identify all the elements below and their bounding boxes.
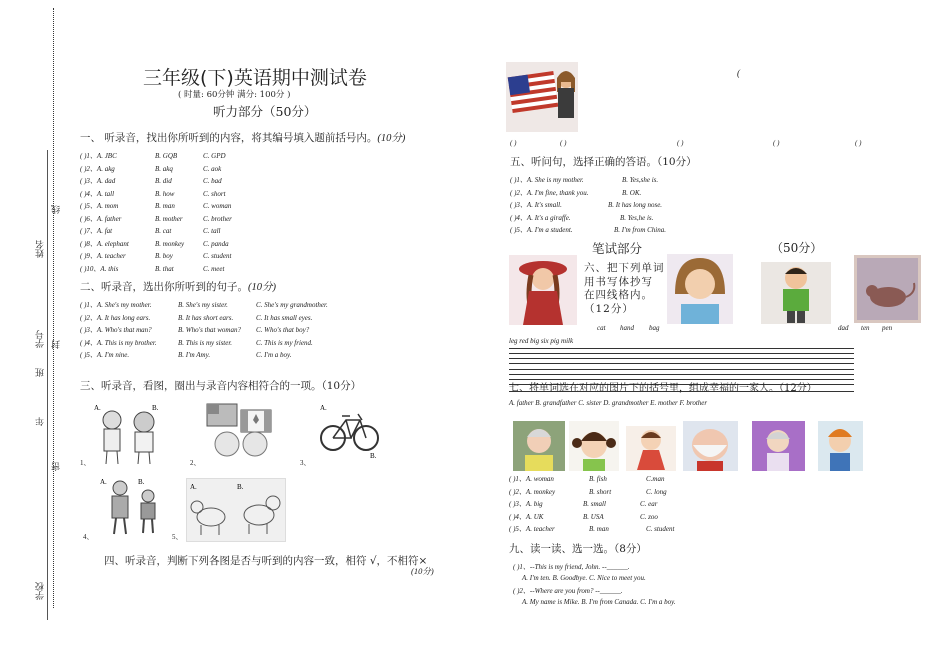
list-item: ( )1、A. JBC B. GQB C. GPD <box>80 152 226 160</box>
list-item: ( )5、A. mom B. man C. woman <box>80 202 232 210</box>
list-item: ( )3、A. dad B. did C. bad <box>80 177 222 185</box>
name-label: 姓名 <box>36 240 46 258</box>
written-part-heading: 笔试部分 <box>592 241 643 256</box>
section2-title <box>80 279 276 294</box>
section3-label-1: 1、 <box>80 459 91 467</box>
section7-title: 七、将单词选在对应的图片下的括号里，组成幸福的一家人。（12分） <box>509 383 817 394</box>
family-photo-2 <box>569 421 619 471</box>
section1-title <box>80 130 405 145</box>
class-label: 班 <box>36 368 46 377</box>
right-stray-paren: ( <box>737 68 740 78</box>
section5-title: 五、听问句，选择正确的答语。（10分） <box>510 156 697 168</box>
svg-text:B.: B. <box>370 452 377 460</box>
section3-picture-3 <box>318 400 383 462</box>
grade-label: 年 <box>36 417 46 426</box>
grid-line <box>509 374 854 375</box>
answer-blank[interactable]: ( ) <box>560 139 567 147</box>
section6-instructions <box>584 262 665 316</box>
section2-title-text: 二、听录音，选出你所听到的句子。 <box>80 281 248 293</box>
mouse-icon <box>854 255 921 323</box>
list-item: ( )4、A. It's a giraffe. B. Yes,he is. <box>510 213 654 222</box>
girl-pigtails-icon <box>569 421 619 471</box>
school-label: 学校 <box>36 582 46 600</box>
section6-mouse-photo <box>854 255 921 323</box>
section3-label-4: 4、 <box>83 533 94 541</box>
section3-picture-2 <box>205 400 275 458</box>
grandfather-icon <box>683 421 738 471</box>
child-face-icon <box>667 254 733 324</box>
girl-red-dress-icon <box>626 426 676 471</box>
list-item: ( )3、A. It's small. B. It has long nose. <box>510 201 663 209</box>
family-photo-3 <box>626 426 676 471</box>
boy-green-shirt-icon <box>761 262 831 324</box>
page-title: 三年级(下)英语期中测试卷 <box>143 67 367 89</box>
list-item: ( )4、A. UK B. USA C. zoo <box>509 512 658 521</box>
section9-title: 九、读一读、选一选。（8分） <box>509 543 647 555</box>
list-item: ( )6、A. father B. mother C. brother <box>80 214 232 223</box>
section6-line-4: （12分） <box>584 302 634 315</box>
section9-options-2: A. My name is Mike. B. I'm from Canada. C. I'm a boy. <box>522 598 676 606</box>
dogs-icon <box>187 479 285 541</box>
section1-score: (10分) <box>377 133 406 144</box>
svg-text:A.: A. <box>100 478 107 486</box>
grid-line <box>509 369 854 370</box>
family-photo-6 <box>818 421 863 471</box>
list-item: ( )5、A. I'm nine. B. I'm Amy. C. I'm a boy. <box>80 351 292 359</box>
section6-boy-photo <box>761 262 831 324</box>
grid-line <box>509 348 854 349</box>
list-item: ( )2、A. monkey B. short C. long <box>509 487 667 496</box>
section9-question-1: ( )1、--This is my friend, John. --______. <box>513 563 630 571</box>
seal-label-mi: 密 <box>52 462 62 471</box>
listening-part-heading: 听力部分（50分） <box>213 104 317 119</box>
family-photo-5 <box>752 421 805 471</box>
list-item: ( )7、A. fat B. cat C. tall <box>80 227 221 235</box>
list-item: ( )10、A. this B. that C. meet <box>80 264 225 273</box>
section4-title: 四、听录音，判断下列各图是否与听到的内容一致，相符 √，不相符× <box>104 555 428 567</box>
word-hand: hand <box>620 324 634 332</box>
list-item: ( )1、A. She's my mother. B. She's my sister. C. She's my grandmother. <box>80 301 328 309</box>
time-info: ( 时量: 60分钟 满分: 100分 ) <box>178 90 291 100</box>
svg-text:A.: A. <box>94 404 101 412</box>
student-number-label: 学号 <box>36 330 46 348</box>
flag-girl-photo <box>506 62 578 132</box>
list-item: ( )4、A. This is my brother. B. This is my sister. C. This is my friend. <box>80 338 313 347</box>
svg-text:A.: A. <box>190 483 197 491</box>
list-item: ( )1、A. She is my mother. B. Yes,she is. <box>510 176 659 184</box>
section6-line-3: 在四线格内。 <box>584 289 653 301</box>
written-part-score: （50分） <box>771 241 823 255</box>
binding-solid-line <box>47 150 48 620</box>
answer-blank[interactable]: ( ) <box>855 139 862 147</box>
section2-score: (10分) <box>248 282 276 293</box>
word-ten: ten <box>861 324 870 332</box>
svg-text:A.: A. <box>320 404 327 412</box>
section7-options: A. father B. grandfather C. sister D. grandmother E. mother F. brother <box>509 399 708 407</box>
family-photo-1 <box>513 421 565 471</box>
word-pen: pen <box>882 324 893 332</box>
section3-label-5: 5、 <box>172 533 183 541</box>
grandmother-icon <box>513 421 565 471</box>
people-sketch-icon <box>98 474 168 536</box>
answer-blank[interactable]: ( ) <box>773 139 780 147</box>
section6-girl-photo <box>509 255 577 325</box>
list-item: ( )2、A. It has long ears. B. It has short ears. C. It has small eyes. <box>80 313 313 322</box>
section1-title-text: 一、 听录音，找出你所听到的内容，将其编号填入题前括号内。 <box>80 132 378 144</box>
seal-label-xian: 线 <box>52 205 62 214</box>
list-item: ( )2、A. I'm fine, thank you. B. OK. <box>510 188 642 197</box>
answer-blank[interactable]: ( ) <box>677 139 684 147</box>
seal-label-feng: 封 <box>52 340 62 349</box>
section9-question-2: ( )2、--Where are you from? --______. <box>513 587 623 595</box>
binding-dotted-line <box>53 8 54 608</box>
grid-line <box>509 358 854 359</box>
list-item: ( )2、A. akg B. akq C. aok <box>80 164 222 173</box>
list-item: ( )5、A. I'm a student. B. I'm from China. <box>510 226 666 234</box>
section3-label-3: 3、 <box>300 459 311 467</box>
word-bag: bag <box>649 324 660 332</box>
section9-options-1: A. I'm ten. B. Goodbye. C. Nice to meet you. <box>522 574 646 582</box>
list-item: ( )9、A. teacher B. boy C. student <box>80 252 232 260</box>
section3-picture-4 <box>98 474 168 536</box>
section6-words-row2: leg red big six pig milk <box>509 337 574 345</box>
section3-picture-1 <box>92 400 167 466</box>
list-item: ( )1、A. woman B. fish C.man <box>509 475 665 483</box>
girl-red-hat-icon <box>509 255 577 325</box>
section4-score: (10分) <box>411 566 434 576</box>
usa-flag-girl-icon <box>506 62 578 132</box>
bicycle-icon <box>318 400 383 462</box>
section3-picture-5 <box>186 478 286 542</box>
section3-title: 三、听录音，看图，圈出与录音内容相符合的一项。（10分） <box>80 380 362 392</box>
family-photo-4 <box>683 421 738 471</box>
answer-blank[interactable]: ( ) <box>510 139 517 147</box>
svg-text:B.: B. <box>138 478 145 486</box>
boy-orange-hair-icon <box>818 421 863 471</box>
section6-line-1: 六、把下列单词 <box>584 262 665 274</box>
section3-label-2: 2、 <box>190 459 201 467</box>
list-item: ( )5、A. teacher B. man C. student <box>509 525 675 533</box>
svg-text:B.: B. <box>152 404 159 412</box>
flags-icon <box>205 400 275 458</box>
word-dad: dad <box>838 324 849 332</box>
kids-sketch-icon <box>92 400 167 466</box>
section6-child-photo <box>667 254 733 324</box>
list-item: ( )3、A. Who's that man? B. Who's that woman? C. Who's that boy? <box>80 326 310 334</box>
list-item: ( )3、A. big B. small C. ear <box>509 500 658 508</box>
section6-line-2: 用书写体抄写 <box>584 275 653 288</box>
old-woman-icon <box>752 421 805 471</box>
grid-line <box>509 391 854 392</box>
word-cat: cat <box>597 324 606 332</box>
svg-text:B.: B. <box>237 483 244 491</box>
list-item: ( )8、A. elephant B. monkey C. panda <box>80 239 229 248</box>
list-item: ( )4、A. tall B. how C. short <box>80 189 226 198</box>
grid-line <box>509 363 854 364</box>
grid-line <box>509 353 854 354</box>
